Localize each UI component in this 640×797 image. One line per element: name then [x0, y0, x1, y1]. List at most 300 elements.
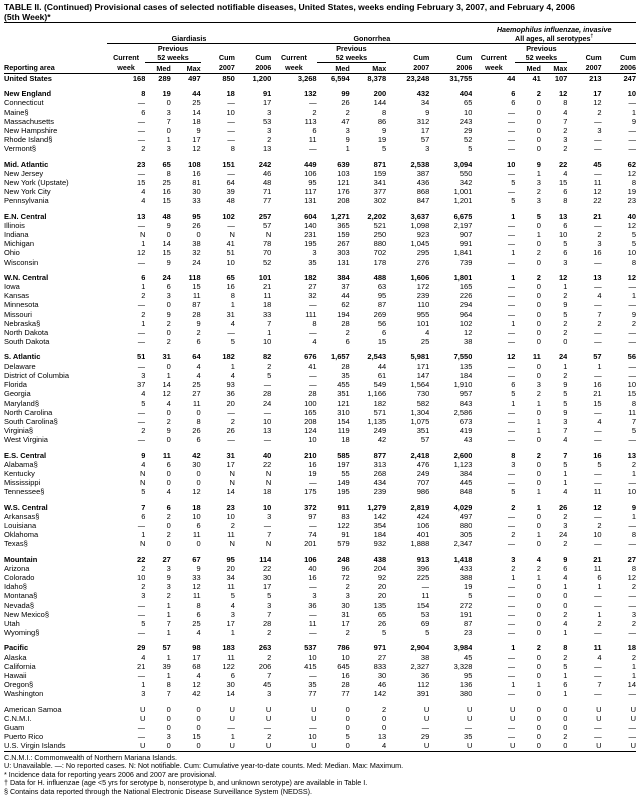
- value-cell: 2: [563, 370, 568, 380]
- table-row: [4, 564, 636, 573]
- value-cell: 17: [262, 98, 272, 108]
- value-cell: U: [466, 713, 473, 723]
- value-cell: 81: [192, 178, 201, 188]
- value-cell: 12: [593, 187, 602, 197]
- value-cell: 1: [166, 670, 171, 680]
- value-cell: 2: [141, 426, 146, 436]
- value-cell: 83: [341, 511, 350, 521]
- value-cell: 14: [162, 380, 171, 390]
- header-giardiasis: Giardiasis: [107, 23, 272, 44]
- value-cell: 243: [459, 116, 473, 126]
- value-cell: —: [227, 435, 235, 445]
- value-cell: 0: [166, 704, 171, 714]
- value-cell: 3: [536, 380, 541, 390]
- value-cell: N: [229, 539, 235, 549]
- value-cell: 2: [563, 511, 568, 521]
- value-cell: 10: [507, 159, 516, 169]
- value-cell: —: [507, 309, 516, 319]
- value-cell: 61: [377, 370, 387, 380]
- value-cell: 14: [162, 239, 171, 249]
- value-cell: 0: [536, 732, 541, 742]
- value-cell: 56: [627, 352, 636, 362]
- value-cell: 1: [166, 652, 171, 662]
- value-cell: 1: [536, 230, 541, 240]
- value-cell: 239: [416, 291, 430, 301]
- value-cell: N: [139, 468, 146, 478]
- value-cell: 3,328: [453, 661, 473, 671]
- reporting-area-cell: Connecticut: [4, 98, 44, 108]
- header-cum: Cum: [413, 53, 430, 63]
- value-cell: 1: [631, 107, 636, 117]
- value-cell: —: [137, 328, 146, 338]
- value-cell: 4: [597, 416, 602, 426]
- value-cell: —: [594, 628, 602, 638]
- reporting-area-cell: Montana§: [4, 591, 38, 601]
- reporting-area-cell: Alaska: [4, 652, 27, 662]
- footnote-legend: U: Unavailable. —: No reported cases. N: Not notifiable. Cum: Cumulative year-to-date counts. Med: Median. Max: Maximum.: [4, 761, 404, 771]
- value-cell: 210: [304, 450, 317, 460]
- value-cell: 57: [262, 220, 272, 230]
- value-cell: N: [265, 478, 272, 488]
- value-cell: U: [630, 704, 636, 714]
- value-cell: 0: [563, 591, 568, 601]
- value-cell: 1,279: [367, 502, 387, 512]
- footnote-provisional: * Incidence data for reporting years 2006 and 2007 are provisional.: [4, 769, 217, 779]
- value-cell: 93: [226, 380, 235, 390]
- reporting-area-cell: California: [4, 661, 36, 671]
- value-cell: 0: [536, 539, 541, 549]
- value-cell: 29: [137, 643, 146, 653]
- value-cell: 19: [377, 135, 387, 145]
- value-cell: 0: [196, 723, 201, 732]
- value-cell: 1: [631, 670, 636, 680]
- page: [4, 2, 636, 797]
- value-cell: 645: [337, 661, 350, 671]
- value-cell: 25: [162, 178, 171, 188]
- value-cell: 2: [267, 135, 272, 145]
- value-cell: 100: [304, 398, 317, 408]
- value-cell: 880: [459, 520, 473, 530]
- value-cell: 2: [345, 582, 350, 592]
- value-cell: 65: [377, 609, 387, 619]
- value-cell: 2: [536, 187, 541, 197]
- value-cell: 197: [337, 459, 350, 469]
- value-cell: 96: [341, 563, 350, 573]
- value-cell: 29: [464, 126, 473, 136]
- value-cell: 6: [196, 435, 201, 445]
- value-cell: U: [423, 741, 430, 751]
- value-cell: —: [137, 337, 146, 347]
- value-cell: 45: [262, 680, 272, 690]
- value-cell: 521: [373, 220, 387, 230]
- value-cell: 9: [166, 426, 171, 436]
- value-cell: 15: [377, 337, 387, 347]
- table-row: [4, 610, 636, 619]
- value-cell: 30: [377, 670, 387, 680]
- value-cell: 11: [593, 487, 602, 497]
- value-cell: 77: [308, 689, 317, 699]
- header-max: Max: [186, 63, 201, 73]
- reporting-area-cell: Tennessee§: [4, 487, 45, 497]
- value-cell: 351: [416, 426, 430, 436]
- value-cell: —: [507, 628, 516, 638]
- value-cell: 5: [230, 337, 235, 347]
- reporting-area-cell: New Hampshire: [4, 126, 58, 136]
- value-cell: 10: [559, 230, 568, 240]
- value-cell: 21: [593, 554, 602, 564]
- reporting-area-cell: Illinois: [4, 220, 25, 230]
- value-cell: 0: [196, 539, 201, 549]
- value-cell: 25: [192, 618, 201, 628]
- table-row: [4, 417, 636, 426]
- value-cell: U: [510, 713, 516, 723]
- value-cell: 22: [262, 563, 272, 573]
- value-cell: 99: [341, 89, 350, 99]
- value-cell: 250: [373, 230, 387, 240]
- value-cell: 2: [563, 652, 568, 662]
- value-cell: 154: [416, 600, 430, 610]
- value-cell: 1: [536, 502, 541, 512]
- value-cell: 113: [304, 116, 317, 126]
- reporting-area-cell: Kansas: [4, 291, 30, 301]
- value-cell: 15: [627, 389, 636, 399]
- value-cell: —: [507, 539, 516, 549]
- value-cell: 2: [536, 248, 541, 258]
- value-cell: —: [227, 135, 235, 145]
- value-cell: 51: [226, 248, 235, 258]
- value-cell: 182: [304, 272, 317, 282]
- value-cell: —: [594, 732, 602, 742]
- table-title-line1: TABLE II. (Continued) Provisional cases of selected notifiable diseases, United States, weeks ending February 3, 2007, and February 4, 2006: [4, 2, 576, 12]
- value-cell: 11: [593, 563, 602, 573]
- table-row: [4, 267, 636, 282]
- value-cell: 2,202: [367, 211, 387, 221]
- value-cell: 0: [166, 126, 171, 136]
- value-cell: 1: [563, 468, 568, 478]
- value-cell: 2: [597, 618, 602, 628]
- value-cell: —: [628, 435, 636, 445]
- value-cell: 57: [420, 435, 430, 445]
- value-cell: —: [507, 300, 516, 310]
- value-cell: 0: [536, 582, 541, 592]
- value-cell: 159: [373, 168, 387, 178]
- value-cell: 87: [192, 300, 201, 310]
- table-row: [4, 83, 636, 98]
- value-cell: 342: [459, 178, 473, 188]
- value-cell: 303: [337, 248, 350, 258]
- value-cell: 204: [373, 563, 387, 573]
- value-cell: 8: [563, 98, 568, 108]
- value-cell: 106: [304, 554, 317, 564]
- value-cell: U: [596, 741, 602, 751]
- table-row: [4, 426, 636, 435]
- value-cell: 16: [226, 282, 235, 292]
- value-cell: —: [137, 732, 146, 742]
- value-cell: 9: [196, 563, 201, 573]
- value-cell: 95: [464, 670, 473, 680]
- value-cell: 702: [373, 248, 387, 258]
- value-cell: 165: [304, 407, 317, 417]
- value-cell: 1,123: [453, 459, 473, 469]
- value-cell: 0: [382, 723, 387, 732]
- header-2007: 2007: [413, 63, 430, 73]
- value-cell: 5: [563, 389, 568, 399]
- value-cell: 8: [230, 144, 235, 154]
- value-cell: 9: [166, 309, 171, 319]
- value-cell: 3: [597, 239, 602, 249]
- value-cell: 206: [258, 661, 272, 671]
- table-row: [4, 539, 636, 548]
- value-cell: 4: [597, 291, 602, 301]
- value-cell: 31: [162, 352, 171, 362]
- value-cell: 2: [536, 563, 541, 573]
- value-cell: —: [227, 407, 235, 417]
- value-cell: 1,888: [410, 539, 430, 549]
- value-cell: 5: [563, 239, 568, 249]
- value-cell: 1: [141, 239, 146, 249]
- value-cell: 2: [382, 704, 387, 714]
- value-cell: 19: [308, 468, 317, 478]
- table-row: [4, 619, 636, 628]
- value-cell: 95: [308, 178, 317, 188]
- value-cell: —: [594, 478, 602, 488]
- value-cell: —: [309, 98, 317, 108]
- value-cell: —: [507, 328, 516, 338]
- value-cell: 17: [341, 618, 350, 628]
- value-cell: 1: [536, 168, 541, 178]
- value-cell: 4: [312, 337, 317, 347]
- value-cell: 1: [141, 282, 146, 292]
- value-cell: 0: [196, 713, 201, 723]
- value-cell: 35: [308, 680, 317, 690]
- value-cell: 97: [308, 511, 317, 521]
- value-cell: 20: [377, 591, 387, 601]
- value-cell: 0: [345, 741, 350, 751]
- table-row: [4, 469, 636, 478]
- value-cell: —: [594, 135, 602, 145]
- value-cell: —: [628, 520, 636, 530]
- value-cell: 294: [459, 300, 473, 310]
- value-cell: 30: [192, 459, 201, 469]
- value-cell: 11: [227, 530, 235, 540]
- value-cell: —: [507, 220, 516, 230]
- value-cell: 9: [631, 116, 636, 126]
- table-row: [4, 671, 636, 680]
- value-cell: 101: [258, 272, 272, 282]
- value-cell: 35: [464, 732, 473, 742]
- reporting-area-cell: Virginia§: [4, 426, 34, 436]
- reporting-area-cell: S. Atlantic: [4, 352, 41, 362]
- value-cell: 0: [166, 468, 171, 478]
- value-cell: 95: [377, 291, 387, 301]
- header-current: Current: [480, 53, 507, 63]
- value-cell: 43: [464, 435, 473, 445]
- value-cell: —: [594, 168, 602, 178]
- value-cell: 0: [536, 257, 541, 267]
- table-title-line2: (5th Week)*: [4, 12, 51, 22]
- footnote-hflu: † Data for H. influenzae (age <5 yrs for serotype b, nonserotype b, and unknown serotype) are available in Table I.: [4, 778, 368, 788]
- value-cell: 13: [262, 426, 272, 436]
- value-cell: 15: [192, 282, 201, 292]
- value-cell: 62: [341, 300, 350, 310]
- value-cell: 2: [563, 291, 568, 301]
- value-cell: 19: [627, 187, 636, 197]
- reporting-area-cell: Wyoming§: [4, 628, 40, 638]
- value-cell: —: [507, 600, 516, 610]
- value-cell: 4: [563, 435, 568, 445]
- value-cell: 0: [166, 713, 171, 723]
- value-cell: 310: [337, 407, 350, 417]
- value-cell: 208: [304, 416, 317, 426]
- value-cell: 101: [416, 318, 430, 328]
- value-cell: 11: [308, 618, 317, 628]
- value-cell: 4: [230, 370, 235, 380]
- value-cell: 6: [141, 272, 146, 282]
- value-cell: 272: [459, 600, 473, 610]
- value-cell: 0: [536, 337, 541, 347]
- value-cell: 57: [593, 352, 602, 362]
- table-row: [4, 653, 636, 662]
- value-cell: 30: [262, 572, 272, 582]
- value-cell: 10: [226, 511, 235, 521]
- value-cell: 36: [226, 389, 235, 399]
- value-cell: 26: [192, 220, 201, 230]
- value-cell: 0: [536, 689, 541, 699]
- value-cell: 249: [416, 468, 430, 478]
- value-cell: 65: [226, 272, 235, 282]
- value-cell: 1: [511, 680, 516, 690]
- value-cell: 1: [511, 643, 516, 653]
- value-cell: 3: [536, 196, 541, 206]
- value-cell: 0: [536, 713, 541, 723]
- table-row: [4, 521, 636, 530]
- value-cell: 21: [593, 389, 602, 399]
- value-cell: —: [507, 337, 516, 347]
- value-cell: 48: [226, 196, 235, 206]
- value-cell: 497: [188, 74, 201, 83]
- value-cell: 0: [536, 628, 541, 638]
- value-cell: 34: [226, 572, 235, 582]
- reporting-area-cell: Massachusetts: [4, 116, 55, 126]
- reporting-area-cell: Texas§: [4, 539, 28, 549]
- value-cell: 6: [345, 337, 350, 347]
- value-cell: 7: [141, 502, 146, 512]
- value-cell: 64: [192, 352, 201, 362]
- value-cell: —: [137, 126, 146, 136]
- value-cell: 225: [416, 572, 430, 582]
- value-cell: 7: [267, 530, 272, 540]
- value-cell: 380: [459, 689, 473, 699]
- value-cell: 7: [563, 116, 568, 126]
- value-cell: 1: [563, 670, 568, 680]
- value-cell: 68: [192, 661, 201, 671]
- reporting-area-cell: Minnesota: [4, 300, 39, 310]
- value-cell: —: [507, 582, 516, 592]
- value-cell: 2: [563, 732, 568, 742]
- reporting-area-cell: Missouri: [4, 309, 32, 319]
- value-cell: 0: [166, 361, 171, 371]
- value-cell: 17: [593, 89, 602, 99]
- value-cell: 2: [141, 563, 146, 573]
- value-cell: 537: [304, 643, 317, 653]
- value-cell: —: [628, 689, 636, 699]
- header-current: Current: [113, 53, 140, 63]
- value-cell: 3: [563, 257, 568, 267]
- value-cell: —: [507, 652, 516, 662]
- value-cell: 159: [337, 230, 350, 240]
- value-cell: 6: [563, 220, 568, 230]
- value-cell: —: [507, 407, 516, 417]
- value-cell: 201: [304, 539, 317, 549]
- value-cell: 1,657: [330, 352, 350, 362]
- value-cell: 415: [304, 661, 317, 671]
- reporting-area-cell: Georgia: [4, 389, 31, 399]
- value-cell: 3: [597, 126, 602, 136]
- value-cell: 208: [337, 196, 350, 206]
- value-cell: —: [263, 520, 272, 530]
- value-cell: 3: [267, 107, 272, 117]
- value-cell: —: [227, 126, 235, 136]
- reporting-area-cell: Washington: [4, 689, 44, 699]
- value-cell: 0: [536, 220, 541, 230]
- value-cell: 433: [459, 563, 473, 573]
- value-cell: 36: [308, 600, 317, 610]
- value-cell: 1: [166, 600, 171, 610]
- value-cell: 2: [511, 502, 516, 512]
- value-cell: 87: [377, 300, 387, 310]
- value-cell: 7,550: [453, 352, 473, 362]
- value-cell: 119: [337, 426, 350, 436]
- value-cell: 40: [308, 563, 317, 573]
- value-cell: 1,075: [410, 416, 430, 426]
- value-cell: 9: [166, 220, 171, 230]
- reporting-area-cell: W.S. Central: [4, 502, 48, 512]
- value-cell: 28: [262, 389, 272, 399]
- value-cell: 7: [267, 318, 272, 328]
- value-cell: 37: [137, 380, 146, 390]
- value-cell: 0: [166, 741, 171, 751]
- table-row: [4, 591, 636, 600]
- table-row: [4, 282, 636, 291]
- value-cell: 2: [631, 459, 636, 469]
- value-cell: 377: [373, 187, 387, 197]
- value-cell: 1: [536, 398, 541, 408]
- value-cell: 87: [464, 618, 473, 628]
- value-cell: 10: [308, 652, 317, 662]
- value-cell: 3,984: [453, 643, 473, 653]
- value-cell: 676: [304, 352, 317, 362]
- value-cell: —: [628, 282, 636, 292]
- value-cell: 0: [382, 713, 387, 723]
- value-cell: 2: [267, 628, 272, 638]
- value-cell: 305: [459, 530, 473, 540]
- table-row: [4, 478, 636, 487]
- value-cell: 1: [511, 272, 516, 282]
- reporting-area-cell: Maryland§: [4, 398, 40, 408]
- value-cell: U: [229, 704, 235, 714]
- value-cell: 111: [305, 309, 317, 319]
- value-cell: 10: [341, 652, 350, 662]
- value-cell: 0: [536, 300, 541, 310]
- value-cell: 65: [162, 159, 171, 169]
- table-row: [4, 460, 636, 469]
- value-cell: 2: [597, 107, 602, 117]
- header-hflu-mark: †: [590, 33, 594, 40]
- table-row: [4, 108, 636, 117]
- value-cell: 248: [337, 554, 350, 564]
- value-cell: 10: [308, 435, 317, 445]
- value-cell: 2: [563, 144, 568, 154]
